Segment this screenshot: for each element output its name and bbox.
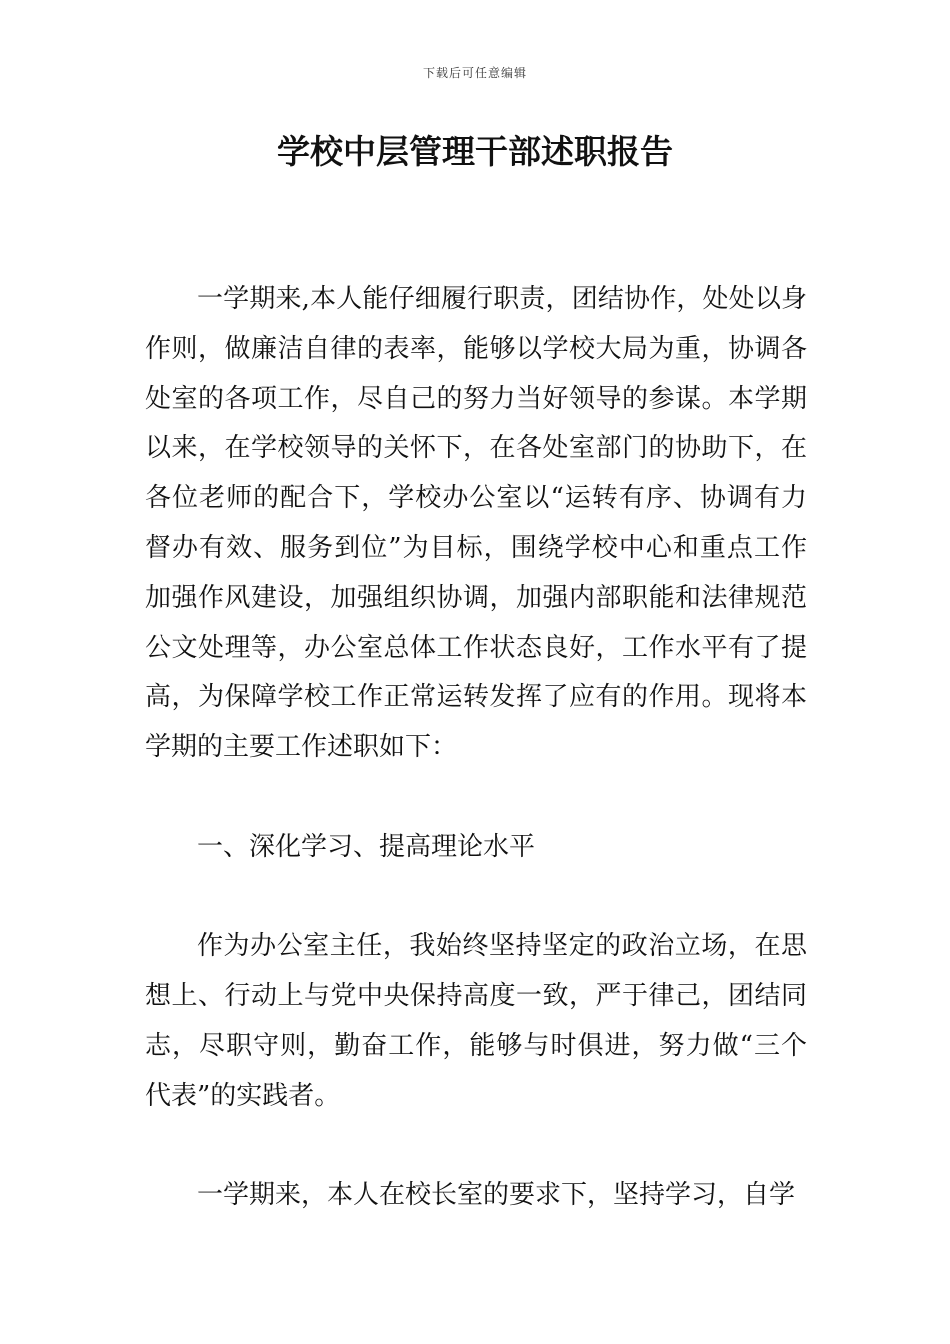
- section-heading-1: 一、深化学习、提高理论水平: [197, 831, 536, 862]
- paragraph-gap: [145, 773, 807, 823]
- paragraph-intro: 一学期来,本人能仔细履行职责，团结协作，处处以身作则，做廉洁自律的表率，能够以学校大局为重，协调各处室的各项工作，尽自己的努力当好领导的参谋。本学期以来，在学校领导的关怀下，在各处室部门的协助下，在各位老师的配合下，学校办公室以“运转有序、协调有力督办有效、服务到位”为目标，围绕学校中心和重点工作加强作风建设，加强组织协调，加强内部职能和法律规范公文处理等，办公室总体工作状态良好，工作水平有了提高，为保障学校工作正常运转发挥了应有的作用。现将本学期的主要工作述职如下：: [145, 284, 807, 763]
- paragraph-gap: [145, 1122, 807, 1172]
- paragraph-gap: [145, 873, 807, 923]
- document-body: [145, 275, 807, 1221]
- paragraph-section-1: 作为办公室主任，我始终坚持坚定的政治立场，在思想上、行动上与党中央保持高度一致，严于律己，团结同志，尽职守则，勤奋工作，能够与时俱进，努力做“三个代表”的实践者。: [145, 931, 807, 1111]
- paragraph-section-1-continued: 一学期来，本人在校长室的要求下，坚持学习，自学: [197, 1180, 796, 1211]
- page-header-note: 下载后可任意编辑: [422, 66, 527, 80]
- document-title: 学校中层管理干部述职报告: [277, 132, 673, 171]
